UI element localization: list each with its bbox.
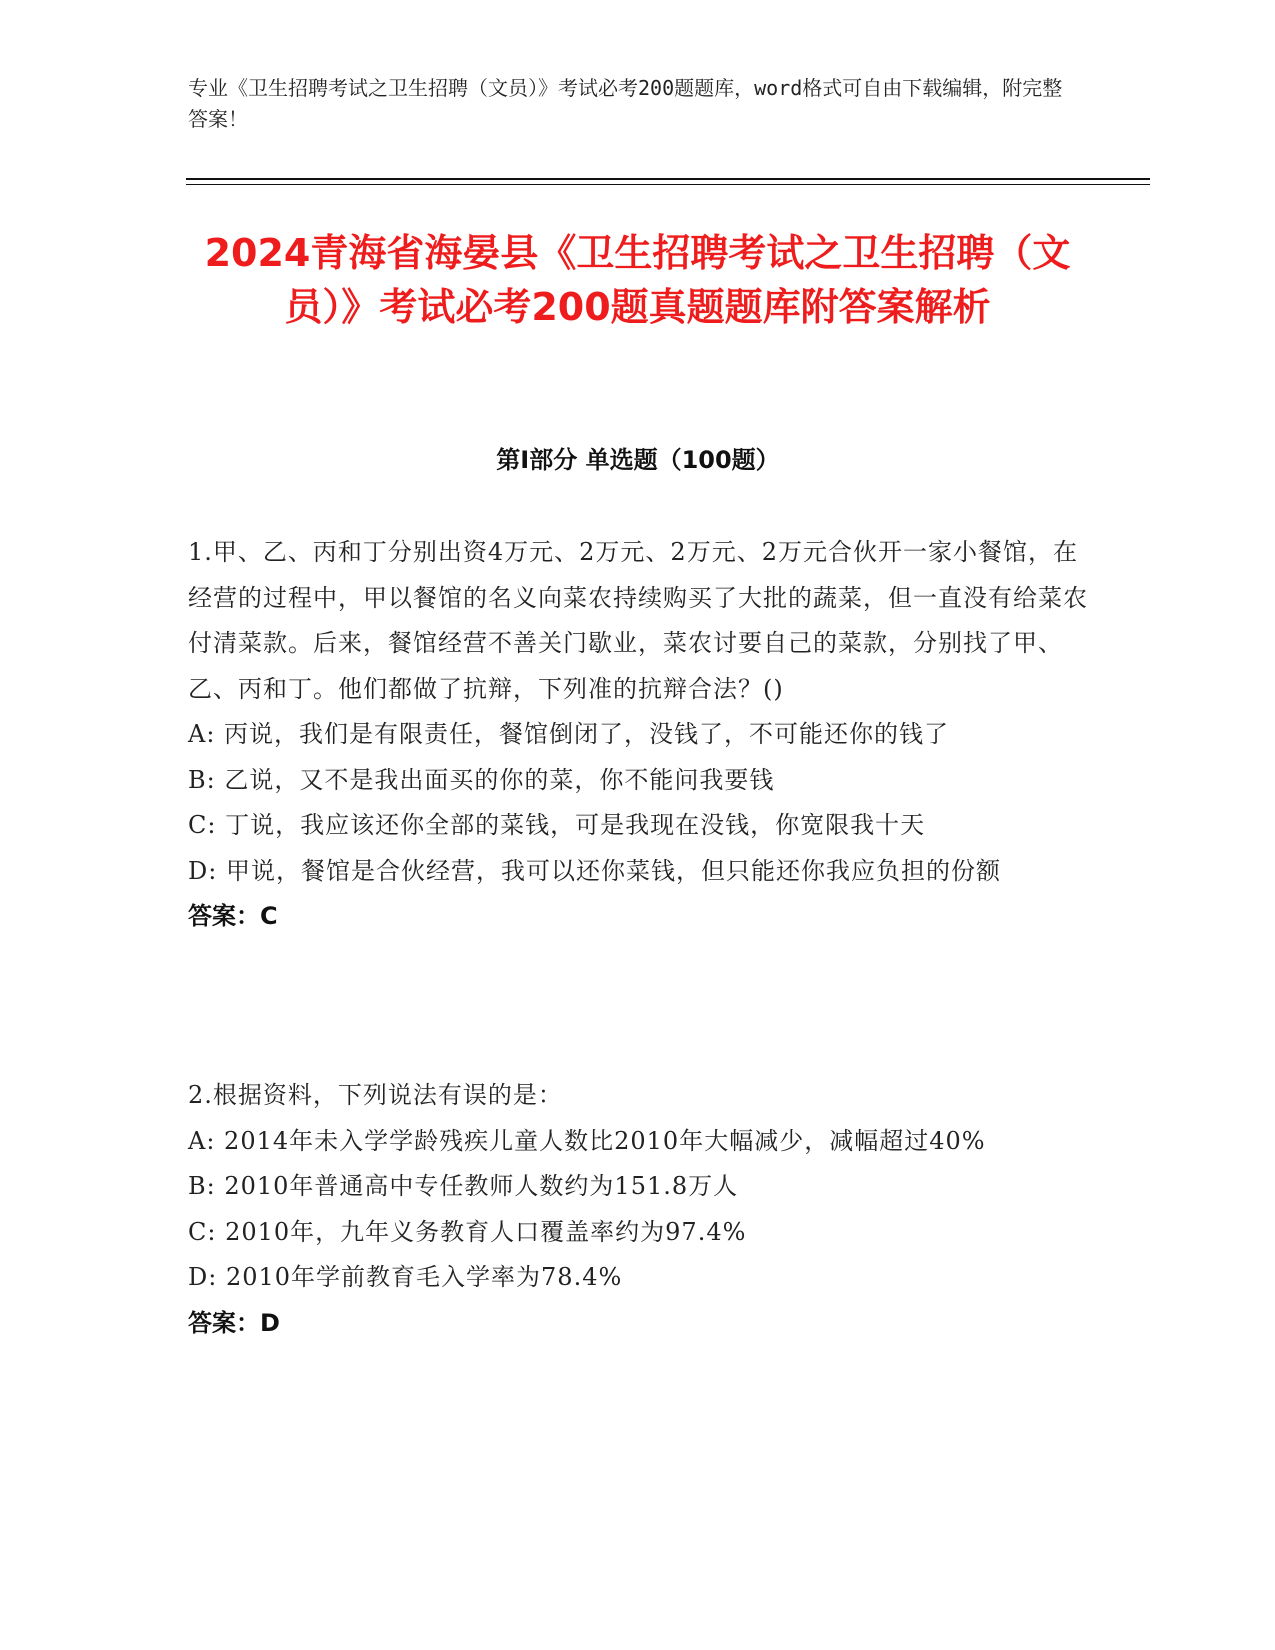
header-note: 专业《卫生招聘考试之卫生招聘（文员）》考试必考200题题库，word格式可自由下载编辑，附完整答案！ bbox=[188, 76, 1063, 131]
option-a: A: 丙说，我们是有限责任，餐馆倒闭了，没钱了，不可能还你的钱了 bbox=[188, 720, 950, 748]
option-c: C: 2010年，九年义务教育人口覆盖率约为97.4% bbox=[188, 1217, 747, 1246]
question-stem: 1.甲、乙、丙和丁分别出资4万元、2万元、2万元、2万元合伙开一家小餐馆，在经营的过程中，甲以餐馆的名义向菜农持续购买了大批的蔬菜，但一直没有给菜农付清菜款。后来，餐馆经营不善关门歇业，菜农讨要自己的菜款，分别找了甲、乙、丙和丁。他们都做了抗辩，下列准的抗辩合法？() bbox=[188, 538, 1088, 703]
document-title: 2024青海省海晏县《卫生招聘考试之卫生招聘（文员）》考试必考200题真题题库附答案解析 bbox=[204, 231, 1071, 329]
header-rule-thick bbox=[186, 178, 1150, 180]
question-2 bbox=[188, 1073, 1093, 1346]
option-a: A: 2014年未入学学龄残疾儿童人数比2010年大幅减少，减幅超过40% bbox=[188, 1126, 986, 1155]
question-1 bbox=[188, 530, 1093, 939]
section-title: 第Ⅰ部分 单选题（100题） bbox=[496, 446, 780, 474]
option-b: B: 乙说，又不是我出面买的你的菜，你不能问我要钱 bbox=[188, 765, 775, 794]
question-stem: 2.根据资料，下列说法有误的是： bbox=[188, 1081, 563, 1109]
option-c: C: 丁说，我应该还你全部的菜钱，可是我现在没钱，你宽限我十天 bbox=[188, 811, 926, 839]
answer-line: 答案：C bbox=[188, 902, 278, 930]
answer-line: 答案：D bbox=[188, 1308, 280, 1337]
option-b: B: 2010年普通高中专任教师人数约为151.8万人 bbox=[188, 1172, 739, 1200]
option-d: D: 甲说，餐馆是合伙经营，我可以还你菜钱，但只能还你我应负担的份额 bbox=[188, 856, 1001, 885]
header-rule-thin bbox=[186, 184, 1150, 185]
option-d: D: 2010年学前教育毛入学率为78.4% bbox=[188, 1263, 623, 1291]
